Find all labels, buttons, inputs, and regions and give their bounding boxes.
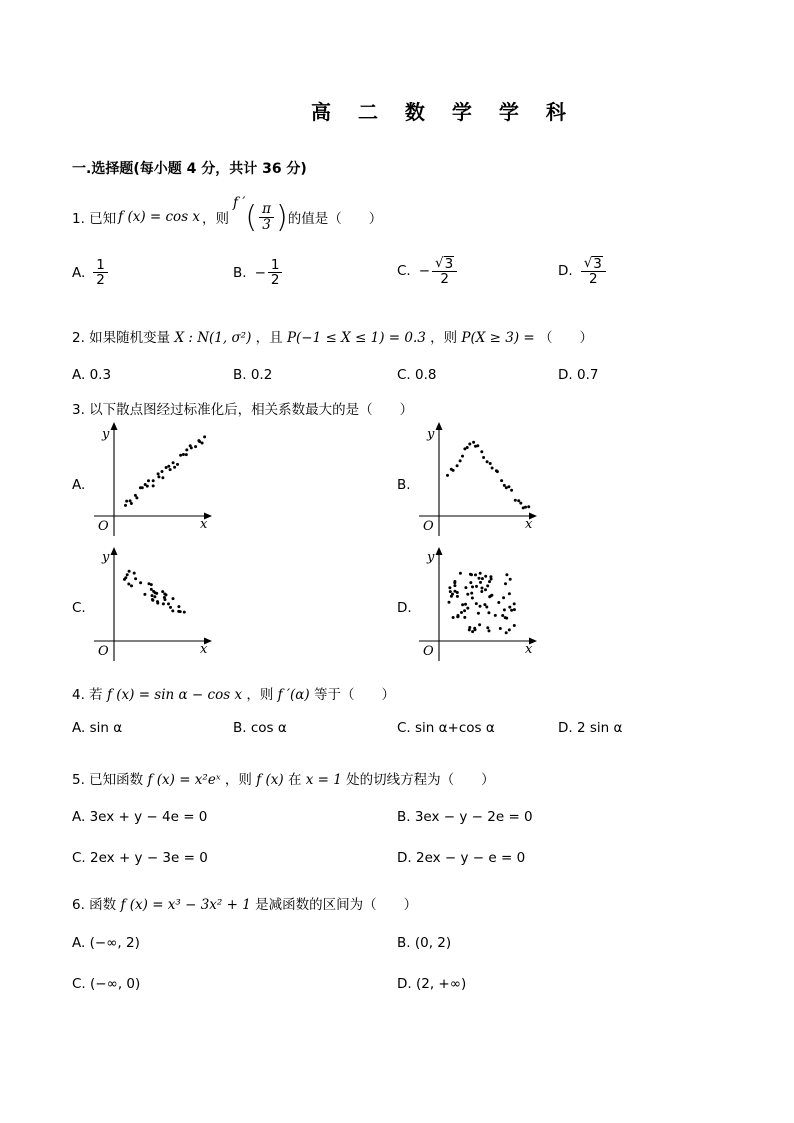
x-axis-label: x [200, 642, 208, 657]
q6-expr-1: f (x) = x³ − 3x² + 1 [120, 897, 251, 913]
scatter-point [124, 504, 127, 507]
scatter-point [489, 575, 492, 578]
scatter-point [165, 593, 168, 596]
scatter-point [169, 606, 172, 609]
q1-fraction [259, 202, 274, 231]
scatter-point [468, 628, 471, 631]
scatter-point [479, 581, 482, 584]
scatter-point [466, 446, 469, 449]
y-axis-label: y [427, 427, 435, 442]
q4-expr-2: f ′(α) [277, 687, 310, 703]
scatter-point [476, 444, 479, 447]
y-axis-arrow-icon [111, 547, 118, 555]
q5-text-a: 5. 已知函数 [72, 772, 144, 788]
q1-option-c-label: C. [397, 263, 411, 280]
scatter-point [505, 486, 508, 489]
scatter-point [473, 627, 476, 630]
q1-option-b-fraction [268, 258, 283, 287]
scatter-point [153, 595, 156, 598]
q1-option-c-num: 3 [444, 256, 454, 272]
q1-option-d-label: D. [558, 263, 573, 280]
q1-option-d-num: 3 [593, 256, 602, 272]
q1-option-b-den: 2 [270, 272, 280, 289]
scatter-point [203, 435, 206, 438]
scatter-point [201, 442, 204, 445]
scatter-point [487, 611, 490, 614]
q1-option-c-sign: − [418, 263, 431, 280]
q5-tail: 处的切线方程为（ ） [346, 772, 495, 788]
scatter-point [488, 629, 491, 632]
scatter-point [154, 591, 157, 594]
q1-option-a[interactable] [72, 258, 110, 287]
scatter-point [449, 590, 452, 593]
scatter-point [141, 486, 144, 489]
q2-option-a[interactable]: A. 0.3 [72, 367, 112, 383]
origin-label: O [98, 644, 109, 659]
scatter-point [508, 592, 511, 595]
q2-option-b[interactable]: B. 0.2 [233, 367, 273, 383]
page-title: 高 二 数 学 学 科 [311, 100, 576, 124]
scatter-point [472, 441, 475, 444]
q2-text-a: 2. 如果随机变量 [72, 330, 171, 346]
scatter-point [505, 631, 508, 634]
scatter-points [123, 570, 186, 614]
q1-expression: f (x) = cos x [118, 209, 201, 225]
q1-option-d[interactable] [558, 256, 608, 286]
scatter-point [489, 462, 492, 465]
scatter-point [172, 461, 175, 464]
q1-option-c-den: 2 [440, 271, 449, 288]
q1-option-a-label: A. [72, 264, 86, 281]
q4-tail: 等于（ ） [313, 687, 395, 703]
question-2 [72, 326, 593, 346]
sqrt-icon: √ [583, 255, 593, 271]
scatter-point [482, 456, 485, 459]
scatter-point [513, 624, 516, 627]
scatter-point [484, 575, 487, 578]
q3-option-c[interactable]: C. [72, 600, 86, 616]
q4-text-a: 4. 若 [72, 687, 103, 703]
q6-option-c[interactable]: C. (−∞, 0) [72, 976, 141, 992]
q1-tail: 的值是（ ） [287, 211, 383, 227]
q4-option-c[interactable]: C. sin α+cos α [397, 720, 495, 736]
question-5 [72, 768, 495, 788]
scatter-point [510, 489, 513, 492]
scatter-point [499, 627, 502, 630]
scatter-point [524, 506, 527, 509]
scatter-point [139, 581, 142, 584]
scatter-point [471, 630, 474, 633]
scatter-points [448, 572, 516, 635]
scatter-point [471, 585, 474, 588]
q2-tail: （ ） [539, 330, 594, 346]
scatter-point [172, 597, 175, 600]
q6-option-d[interactable]: D. (2, +∞) [397, 976, 467, 992]
q6-tail: 是减函数的区间为（ ） [255, 897, 418, 913]
scatter-point [486, 626, 489, 629]
q1-paren-right: ) [275, 199, 288, 235]
scatter-point [461, 455, 464, 458]
q1-option-a-fraction [93, 258, 108, 287]
scatter-point [179, 454, 182, 457]
scatter-point [508, 606, 511, 609]
scatter-point [446, 474, 449, 477]
scatter-point [514, 499, 517, 502]
scatter-point [146, 485, 149, 488]
scatter-point [453, 584, 456, 587]
q2-expr-3: P(X ≥ 3) = [461, 330, 535, 346]
q1-option-d-num-wrap [581, 256, 606, 272]
scatter-point [519, 502, 522, 505]
q5-option-a[interactable]: A. 3ex + y − 4e = 0 [72, 809, 208, 825]
question-6 [72, 893, 417, 913]
scatter-point [451, 593, 454, 596]
q1-option-c-fraction [432, 256, 457, 286]
scatter-point [456, 591, 459, 594]
scatter-point [448, 586, 451, 589]
q1-option-a-num: 1 [93, 258, 108, 273]
scatter-plot-d [415, 545, 545, 665]
q1-pi: π [259, 202, 274, 217]
scatter-point [517, 499, 520, 502]
scatter-point [460, 611, 463, 614]
question-3: 3. 以下散点图经过标准化后，相关系数最大的是（ ） [72, 402, 414, 418]
scatter-point [497, 601, 500, 604]
scatter-point [134, 494, 137, 497]
origin-label: O [423, 644, 434, 659]
scatter-point [527, 505, 530, 508]
scatter-point [503, 484, 506, 487]
scatter-point [463, 616, 466, 619]
q5-option-b[interactable]: B. 3ex − y − 2e = 0 [397, 809, 533, 825]
question-1 [72, 192, 382, 242]
scatter-point [505, 617, 508, 620]
scatter-point [513, 608, 516, 611]
scatter-point [490, 594, 493, 597]
q1-option-c-num-wrap [432, 256, 457, 272]
scatter-point [504, 582, 507, 585]
scatter-plot-c [90, 545, 220, 665]
scatter-point [502, 596, 505, 599]
scatter-point [478, 623, 481, 626]
scatter-point [488, 580, 491, 583]
scatter-point [182, 453, 185, 456]
scatter-point [125, 500, 128, 503]
q1-option-b[interactable] [233, 258, 284, 287]
scatter-point [470, 592, 473, 595]
scatter-point [165, 466, 168, 469]
y-axis-arrow-icon [436, 422, 443, 430]
q5-expr-1: f (x) = x²eˣ [147, 772, 221, 788]
y-axis-label: y [102, 427, 110, 442]
scatter-point [463, 609, 466, 612]
scatter-point [194, 445, 197, 448]
scatter-point [157, 475, 160, 478]
scatter-point [151, 594, 154, 597]
scatter-point [461, 603, 464, 606]
x-axis-label: x [525, 517, 533, 532]
scatter-point [503, 608, 506, 611]
scatter-point [163, 596, 166, 599]
scatter-point [162, 602, 165, 605]
scatter-point [152, 484, 155, 487]
scatter-point [130, 584, 133, 587]
q1-three: 3 [262, 216, 271, 233]
scatter-point [143, 593, 146, 596]
q1-option-b-sign: − [254, 264, 266, 281]
scatter-point [466, 607, 469, 610]
q1-option-a-den: 2 [96, 272, 105, 289]
scatter-point [480, 590, 483, 593]
scatter-point [508, 628, 511, 631]
scatter-point [479, 605, 482, 608]
q2-text-b: ，且 [255, 330, 283, 346]
q1-option-d-fraction [581, 256, 606, 286]
scatter-point [185, 453, 188, 456]
scatter-point [481, 587, 484, 590]
scatter-point [453, 580, 456, 583]
scatter-point [152, 479, 155, 482]
q1-option-b-num: 1 [268, 258, 283, 273]
q2-option-d[interactable]: D. 0.7 [558, 367, 599, 383]
scatter-point [480, 450, 483, 453]
scatter-point [478, 577, 481, 580]
scatter-point [456, 464, 459, 467]
scatter-point [483, 603, 486, 606]
scatter-point [466, 593, 469, 596]
scatter-point [448, 601, 451, 604]
sqrt-icon: √ [435, 255, 444, 271]
q1-paren-left: ( [245, 199, 258, 235]
scatter-point [151, 599, 154, 602]
q4-text-b: ，则 [246, 687, 274, 703]
q3-option-a[interactable]: A. [72, 477, 86, 493]
q1-number: 1. 已知 [72, 211, 117, 227]
scatter-point [477, 612, 480, 615]
scatter-point [185, 448, 188, 451]
scatter-point [128, 570, 131, 573]
scatter-point [190, 446, 193, 449]
scatter-plot-a [90, 420, 220, 540]
scatter-point [161, 590, 164, 593]
scatter-point [471, 597, 474, 600]
scatter-point [183, 611, 186, 614]
q5-option-d[interactable]: D. 2ex − y − e = 0 [397, 850, 526, 866]
scatter-point [469, 581, 472, 584]
scatter-point [157, 472, 160, 475]
scatter-point [135, 496, 138, 499]
q5-text-b: ，则 [224, 772, 252, 788]
scatter-point [133, 572, 136, 575]
scatter-point [479, 572, 482, 575]
x-axis-label: x [525, 642, 533, 657]
scatter-points [124, 435, 206, 507]
q1-connector: ，则 [202, 211, 230, 227]
q4-option-a[interactable]: A. sin α [72, 720, 123, 736]
scatter-point [464, 603, 467, 606]
scatter-point [510, 609, 513, 612]
q5-expr-2: f (x) [256, 772, 284, 788]
q5-text-c: 在 [287, 772, 302, 788]
scatter-point [470, 573, 473, 576]
scatter-point [177, 610, 180, 613]
scatter-point [456, 595, 459, 598]
scatter-point [167, 602, 170, 605]
q4-option-b[interactable]: B. cos α [233, 720, 287, 736]
scatter-point [475, 585, 478, 588]
scatter-point [459, 459, 462, 462]
q2-option-c[interactable]: C. 0.8 [397, 367, 437, 383]
scatter-point [459, 572, 462, 575]
origin-label: O [98, 519, 109, 534]
scatter-point [147, 479, 150, 482]
scatter-point [161, 476, 164, 479]
q3-option-d[interactable]: D. [397, 600, 412, 616]
scatter-point [481, 577, 484, 580]
scatter-points [446, 441, 530, 510]
q1-option-b-label: B. [233, 264, 247, 281]
scatter-point [129, 499, 132, 502]
scatter-point [491, 467, 494, 470]
x-axis-label: x [200, 517, 208, 532]
q4-expr-1: f (x) = sin α − cos x [106, 687, 243, 703]
scatter-point [150, 588, 153, 591]
scatter-point [176, 463, 179, 466]
scatter-plot-b [415, 420, 545, 540]
scatter-point [500, 479, 503, 482]
y-axis-label: y [102, 550, 110, 565]
q6-option-a[interactable]: A. (−∞, 2) [72, 935, 140, 951]
scatter-point [126, 573, 129, 576]
scatter-point [501, 614, 504, 617]
scatter-point [130, 502, 133, 505]
scatter-point [457, 614, 460, 617]
scatter-point [507, 485, 510, 488]
scatter-point [464, 586, 467, 589]
scatter-point [484, 588, 487, 591]
scatter-point [513, 602, 516, 605]
scatter-point [486, 584, 489, 587]
q2-expr-2: P(−1 ≤ X ≤ 1) = 0.3 [286, 330, 426, 346]
scatter-point [509, 578, 512, 581]
q1-option-d-den: 2 [588, 271, 598, 288]
scatter-point [167, 465, 170, 468]
q2-text-c: ，则 [430, 330, 458, 346]
q4-option-d[interactable]: D. 2 sin α [558, 720, 623, 736]
q1-fprime: f ′ [233, 195, 246, 211]
q6-text-a: 6. 函数 [72, 897, 117, 913]
scatter-point [150, 583, 153, 586]
scatter-point [475, 602, 478, 605]
scatter-point [156, 602, 159, 605]
y-axis-label: y [427, 550, 435, 565]
scatter-point [124, 576, 127, 579]
scatter-point [494, 614, 497, 617]
y-axis-arrow-icon [436, 547, 443, 555]
scatter-point [161, 470, 164, 473]
y-axis-arrow-icon [111, 422, 118, 430]
scatter-point [505, 573, 508, 576]
q5-expr-3: x = 1 [305, 772, 342, 788]
scatter-point [452, 616, 455, 619]
q3-option-b[interactable]: B. [397, 477, 411, 493]
origin-label: O [423, 519, 434, 534]
question-4 [72, 683, 395, 703]
q5-option-c[interactable]: C. 2ex + y − 3e = 0 [72, 850, 208, 866]
scatter-point [486, 460, 489, 463]
scatter-point [169, 468, 172, 471]
q2-expr-1: X : N(1, σ²) [174, 330, 252, 346]
scatter-point [127, 583, 130, 586]
section-heading: 一.选择题(每小题 4 分，共计 36 分) [72, 161, 307, 177]
scatter-point [452, 469, 455, 472]
q1-option-c[interactable] [397, 256, 459, 286]
q6-option-b[interactable]: B. (0, 2) [397, 935, 452, 951]
scatter-point [177, 605, 180, 608]
scatter-point [468, 443, 471, 446]
scatter-point [485, 606, 488, 609]
q1-derivative [233, 195, 288, 235]
scatter-point [474, 573, 477, 576]
scatter-point [173, 466, 176, 469]
scatter-point [134, 577, 137, 580]
scatter-point [496, 470, 499, 473]
scatter-point [171, 609, 174, 612]
